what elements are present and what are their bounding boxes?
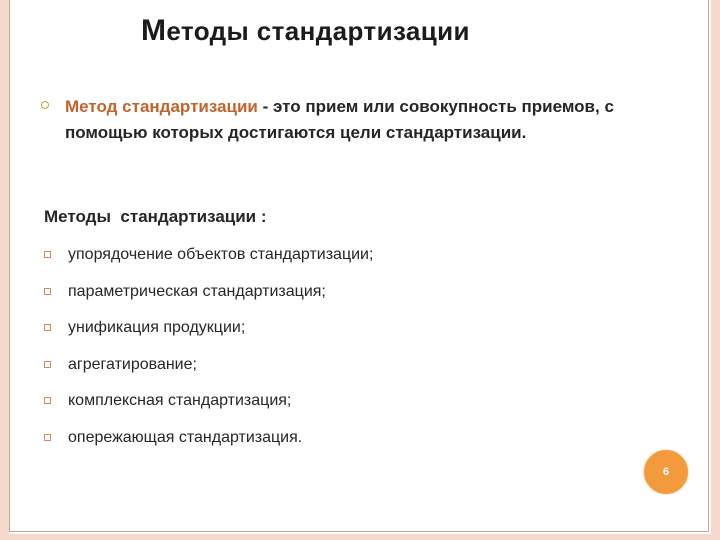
definition-text <box>65 94 621 146</box>
list-item <box>44 390 373 427</box>
list-item <box>44 244 373 281</box>
title-rest: етоды стандартизации <box>166 16 470 46</box>
square-bullet-icon <box>44 288 51 295</box>
methods-heading: Методы стандартизации : <box>44 207 267 226</box>
list-item-text: комплексная стандартизация; <box>68 392 292 409</box>
list-item <box>44 317 373 354</box>
list-item-text: агрегатирование; <box>68 355 197 373</box>
square-bullet-icon <box>44 324 51 331</box>
list-item-text: опережающая стандартизация. <box>68 428 303 446</box>
methods-list <box>44 244 373 463</box>
slide-title <box>141 14 470 48</box>
page-number-badge <box>643 449 689 495</box>
list-item-text: параметрическая стандартизация; <box>68 282 326 300</box>
square-bullet-icon <box>44 434 51 441</box>
definition-body: - это прием или совокупность приемов, с помощью которых достигаются цели стандартизации. <box>65 97 614 142</box>
square-bullet-icon <box>44 251 51 258</box>
definition-term: Метод стандартизации <box>65 97 258 116</box>
list-item <box>44 354 373 391</box>
list-item-text: упорядочение объектов стандартизации; <box>68 246 374 263</box>
page-number: 6 <box>662 466 670 478</box>
definition-paragraph <box>41 94 621 146</box>
slide-frame-left <box>0 0 9 540</box>
slide-frame-bottom <box>0 534 720 540</box>
slide-frame-right <box>711 0 720 540</box>
list-item-text: унификация продукции; <box>68 319 246 336</box>
list-item <box>44 427 373 464</box>
square-bullet-icon <box>44 361 51 368</box>
square-bullet-icon <box>44 397 51 404</box>
list-item <box>44 281 373 318</box>
ring-bullet-icon <box>41 101 49 109</box>
title-initial: М <box>141 14 167 47</box>
